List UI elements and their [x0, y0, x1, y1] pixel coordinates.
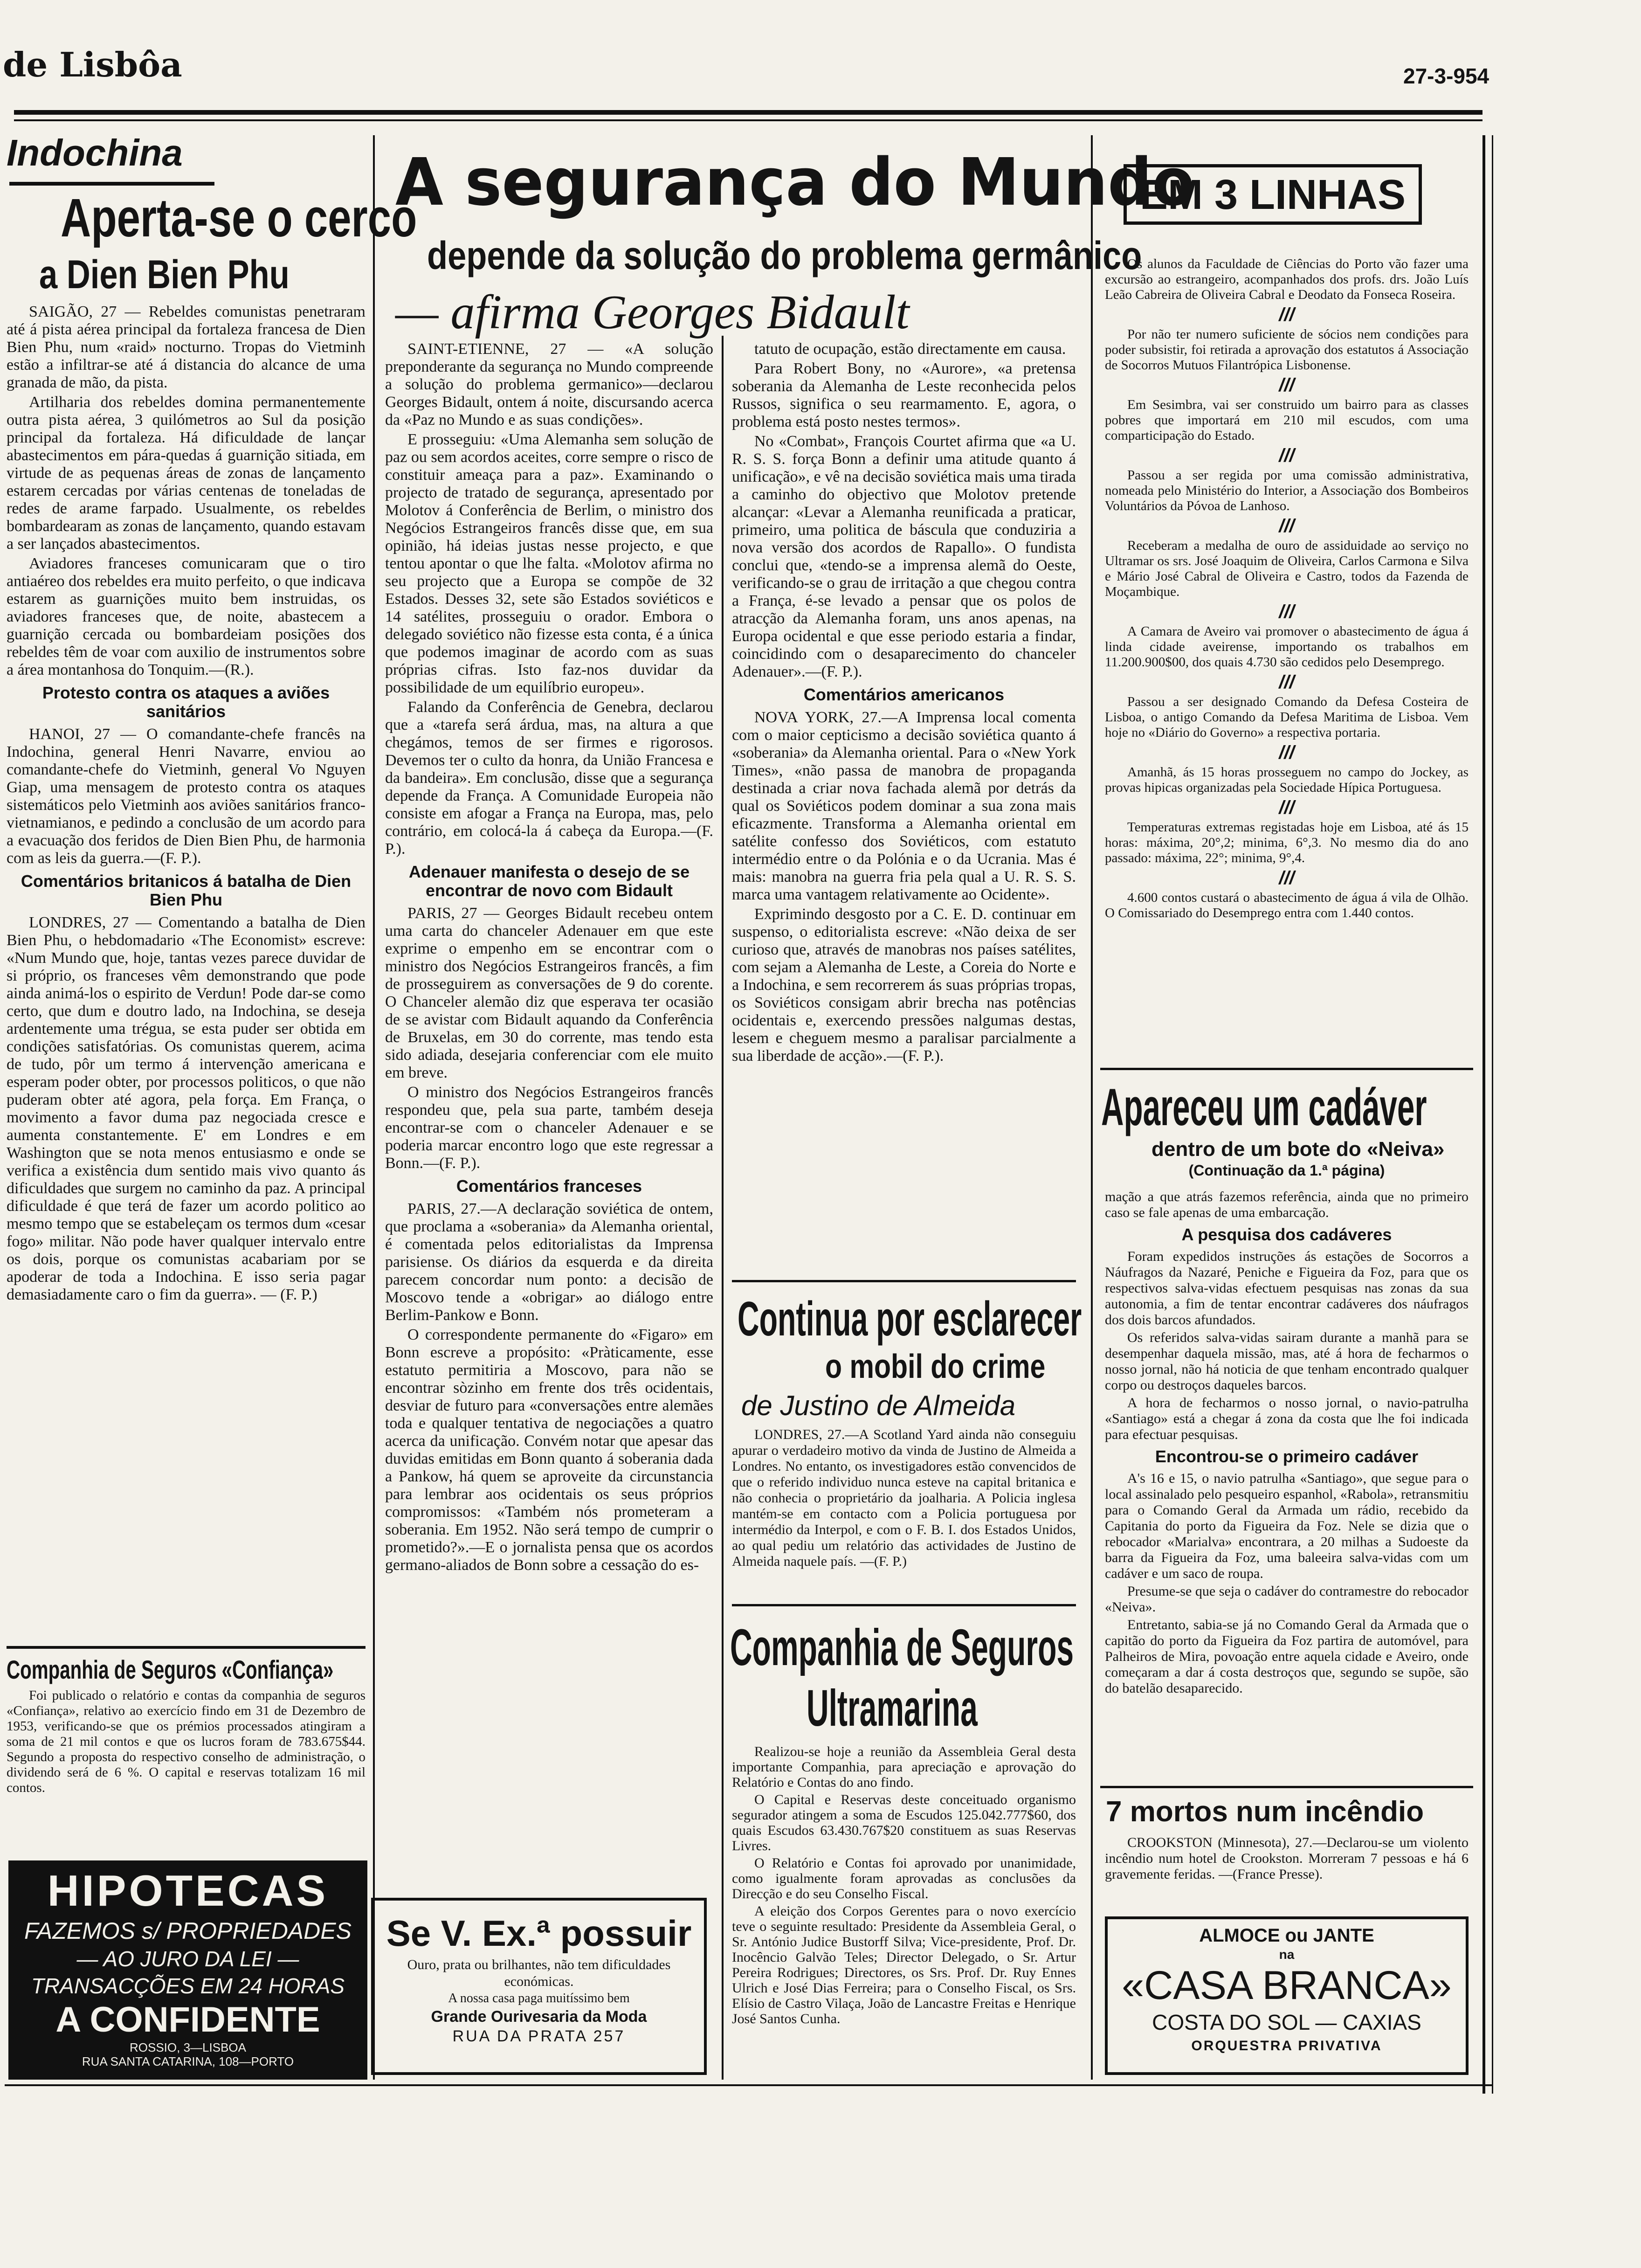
- main-headline-sub: depende da solução do problema germânico: [427, 234, 1142, 277]
- column-rule: [373, 135, 375, 2080]
- ad-ourivesaria-name: Grande Ourivesaria da Moda: [431, 2008, 647, 2026]
- ad-ourivesaria-text: Ouro, prata ou brilhantes, não tem dificuldades económicas.: [407, 1957, 671, 1989]
- article-crime: LONDRES, 27.—A Scotland Yard ainda não conseguiu apurar o verdadeiro motivo da vinda de Justino de Almeida a Londres. No entanto, os investigadores estão convencidos de que o referido individuo nunca esteve na capital britanica e não conhecia o proprietário da joalharia. A Policia inglesa mantém-se em contacto com a Policia portuguesa por intermédio da Interpol, e com o F. B. I. dos Estados Unidos, ao qual pediu um relatório das actividades de Justino de Almeida naquele país. —(F. P.): [732, 1427, 1076, 1569]
- ad-hipotecas-line1: FAZEMOS s/ PROPRIEDADES: [24, 1918, 352, 1944]
- brief-item: Os alunos da Faculdade de Ciências do Porto vão fazer uma excursão ao estrangeiro, acompanhados dos profs. drs. João Luís Leão Cabreira de Oliveira Cabral e Deodato da Fonseca Roseira.: [1105, 256, 1469, 302]
- column-rule: [1492, 135, 1493, 2094]
- paragraph: Aviadores franceses comunicaram que o tiro antiaéreo dos rebeldes era muito perfeito, o que indicava estarem as guarnições muito bem instruidas, os aviadores franceses que, de noite, abastecem a guarnição cercada ou bombardeiam posições dos rebeldes têm de voar com auxilio de instrumentos sobre a área montanhosa do Tonquim.—(R.).: [7, 555, 365, 678]
- crime-headline: Continua por esclarecer: [738, 1292, 1082, 1346]
- ad-casa-branca-l5: ORQUESTRA PRIVATIVA: [1191, 2038, 1382, 2054]
- paragraph: Para Robert Bony, no «Aurore», «a pretensa soberania da Alemanha de Leste reconhecida pelos Russos, significa o seu rearmamento. E, agora, o problema está posto nestes termos».: [732, 360, 1076, 430]
- paragraph: tatuto de ocupação, estão directamente em causa.: [754, 340, 1066, 358]
- ad-casa-branca-l2: na: [1279, 1947, 1295, 1962]
- ad-ourivesaria-text2: A nossa casa paga muitíssimo bem: [448, 1991, 630, 2005]
- paragraph: Falando da Conferência de Genebra, declarou que a «tarefa será árdua, mas, na altura a que chegámos, temos de ser firmes e rigorosos. Devemos ter o culto da honra, da União Francesa e da bandeira». Em conclusão, disse que a segurança depende da França. A Comunidade Europeia não consiste em afogar a França na Europa, mas, pelo contrário, em colocá-la á cabeça da Europa.—(F. P.).: [385, 698, 713, 857]
- ad-hipotecas-title: HIPOTECAS: [47, 1866, 329, 1915]
- paragraph: LONDRES, 27 — Comentando a batalha de Dien Bien Phu, o hebdomadario «The Economist» escreve: «Num Mundo que, hoje, tantas vezes parece duvidar de si próprio, os franceses vêm demonstrando que pode ainda animá-los o espirito de Verdun! Pode dar-se como certo, que dum e doutro lado, na Indochina, se deseja ardentemente uma trégua, se esta puder ser obtida em condições satisfatórias. Os comunistas querem, acima de tudo, pôr um termo á intervenção americana e esperam poder obter, por processos politicos, o que não puderam obter até agora, pela força. Em França, o movimento a favor duma paz negociada cresce e aumenta constantemente. E' em Londres e em Washington que se nota menos entusiasmo e onde se verifica a existência dum sentido mais vivo quanto ás dificuldades que surgem no caminho da paz. A principal dificuldade é que terá de fazer um acordo politico ao mesmo tempo que se estabeleçam os termos dum «cesar fogo» militar. Não pode haver qualquer intervalo entre os dois, porque os comunistas acabariam por se apoderar de toda a Indochina. E isso seria pagar demasiadamente caro o fim da guerra». — (F. P.): [7, 914, 365, 1303]
- ad-casa-branca-l1: ALMOCE ou JANTE: [1199, 1925, 1374, 1946]
- brief-item: A Camara de Aveiro vai promover o abastecimento de água á linda cidade aveirense, importando os trabalhos em 11.200.900$00, dos quais 4.730 são cedidos pelo Desemprego.: [1105, 624, 1469, 670]
- subheading: A pesquisa dos cadáveres: [1181, 1225, 1392, 1244]
- incendio-headline: 7 mortos num incêndio: [1106, 1796, 1424, 1828]
- ultramarina-headline-sub: Ultramarina: [807, 1680, 978, 1737]
- divider: [1100, 1786, 1473, 1788]
- paragraph: A's 16 e 15, o navio patrulha «Santiago», que segue para o local assinalado pelo pesqueiro espanhol, «Rabola», retransmitiu para o Comando Geral da Armada um rádio, recebido da Capitania do porto da Figueira da Foz. Nele se dizia que o rebocador «Marialva» encontrara, a 20 milhas a Sudoeste da barra da Figueira da Foz, uma baleeira salva-vidas com um cadáver e um saco de roupa.: [1105, 1471, 1469, 1581]
- separator-mark: ///: [1279, 797, 1295, 818]
- divider: [7, 1646, 365, 1649]
- ad-casa-branca-l4: COSTA DO SOL — CAXIAS: [1152, 2010, 1421, 2034]
- subheading: Comentários britanicos á batalha de Dien Bien Phu: [21, 871, 352, 909]
- subheading: Comentários americanos: [803, 685, 1005, 704]
- article-body: [732, 340, 1076, 681]
- column-rule: [722, 336, 724, 2080]
- paragraph: Presume-se que seja o cadáver do contramestre do rebocador «Neiva».: [1105, 1583, 1469, 1615]
- masthead-title: de Lisbôa: [3, 45, 182, 84]
- subheading: Encontrou-se o primeiro cadáver: [1155, 1447, 1419, 1466]
- article-bidault-col2: [732, 340, 1076, 1273]
- ad-ourivesaria-addr: RUA DA PRATA 257: [452, 2027, 626, 2045]
- divider: [732, 1280, 1076, 1282]
- paragraph: SAIGÃO, 27 — Rebeldes comunistas penetraram até á pista aérea principal da fortaleza francesa de Dien Bien Phu, num «raid» nocturno. Tropas do Vietminh estão a infiltrar-se até á distancia do alcance de uma granada de mão, da pista.: [7, 303, 365, 391]
- ad-hipotecas-brand: A CONFIDENTE: [55, 2000, 320, 2040]
- main-headline: A segurança do Mundo: [395, 145, 1195, 221]
- article-body: [385, 340, 713, 858]
- divider: [732, 1604, 1076, 1606]
- separator-mark: ///: [1279, 602, 1295, 622]
- ad-hipotecas: [8, 1860, 367, 2080]
- article-ultramarina: [732, 1744, 1076, 2089]
- brief-item: Passou a ser designado Comando da Defesa Costeira de Lisboa, o antigo Comando da Defesa Maritima de Lisboa. Vem hoje no «Diário do Governo» a respectiva portaria.: [1105, 694, 1469, 740]
- top-rule-thin: [14, 119, 1482, 121]
- subheading: Adenauer manifesta o desejo de se encontrar de novo com Bidault: [408, 862, 690, 900]
- article-cadaver: mação a que atrás fazemos referência, ainda que no primeiro caso se fale apenas de uma embarcação. A pesquisa dos cadáveres Foram expedidos instruções ás estações de Socorros a Náufragos da Nazaré, Peniche e Figueira da Foz, para que os respectivos salva-vidas efectuem pesquisas nas zonas da sua autonomia, a fim de tentar encontrar cadáveres dos náufragos dos dois barcos afundados. Os referidos salva-vidas sairam durante a manhã para se desempenhar daquela missão, mas, até á hora de fecharmos o nosso jornal, não há noticia de que tenham encontrado qualquer corpo ou destroços daqueles barcos. A hora de fecharmos o nosso jornal, o navio-patrulha «Santiago» está a chegar á zona da costa que lhe foi indicada para efectuar pesquisas. Encontrou-se o primeiro cadáver A's 16 e 15, o navio patrulha «Santiago», que segue para o local assinalado pelo pesqueiro espanhol, «Rabola», retransmitiu para o Comando Geral da Armada um rádio, recebido da Capitania do porto da Figueira da Foz. Nele se dizia que o rebocador «Marialva» encontrara, a 20 milhas a Sudoeste da barra da Figueira da Foz, uma baleeira salva-vidas com um cadáver e um saco de roupa. Presume-se que seja o cadáver do contramestre do rebocador «Neiva». Entretanto, sabia-se já no Comando Geral da Armada que o capitão do porto da Figueira da Foz partira de automóvel, para Palheiros de Mira, povoação entre aquela cidade e Aveiro, onde começaram a dar á costa destroços que, segundo se supõe, são do batelão desaparecido.: [1105, 1189, 1469, 1696]
- paragraph: O ministro dos Negócios Estrangeiros francês respondeu que, pela sua parte, também deseja encontrar-se com o chanceler Adenauer e se poderia marcar encontro logo que este regressar a Bonn.—(F. P.).: [385, 1084, 713, 1172]
- article-body: [7, 303, 365, 679]
- cadaver-headline-sub: dentro de um bote do «Neiva»: [1151, 1138, 1445, 1161]
- ad-casa-branca: [1105, 1916, 1469, 2075]
- paragraph: PARIS, 27 — Georges Bidault recebeu ontem uma carta do chanceler Adenauer em que este exprime o empenho em se encontrar com o ministro dos Negócios Estrangeiros francês, a fim de prosseguirem as conversações de 9 do corente. O Chanceler alemão diz que esperava ter ocasião de se avistar com Bidault aquando da Conferência de Bruxelas, em 30 do corrente, mas tendo esta sido adiada, desejaria conferenciar com ele muito em breve.: [385, 905, 713, 1081]
- paragraph: Foram expedidos instruções ás estações de Socorros a Náufragos da Nazaré, Peniche e Figueira da Foz, para que os respectivos salva-vidas efectuem pesquisas nas zonas da sua autonomia, a fim de tentar encontrar cadáveres dos náufragos dos dois barcos afundados.: [1105, 1249, 1469, 1328]
- paragraph: O Relatório e Contas foi aprovado por unanimidade, como igualmente foram aprovadas as conclusões da Direcção e do seu Conselho Fiscal.: [732, 1855, 1076, 1902]
- article-incendio: CROOKSTON (Minnesota), 27.—Declarou-se um violento incêndio num hotel de Crookston. Morreram 7 pessoas e há 6 gravemente feridas. —(France Presse).: [1105, 1835, 1469, 1882]
- paragraph: Entretanto, sabia-se já no Comando Geral da Armada que o capitão do porto da Figueira da Foz partira de automóvel, para Palheiros de Mira, povoação entre aquela cidade e Aveiro, onde começaram a dar á costa destroços que, segundo se supõe, são do batelão desaparecido.: [1105, 1617, 1469, 1696]
- separator-mark: ///: [1279, 868, 1295, 888]
- subheading: Comentários franceses: [456, 1176, 642, 1196]
- paragraph: SAINT-ETIENNE, 27 — «A solução preponderante da segurança no Mundo compreende a solução do problema germanico»—declarou Georges Bidault, ontem á noite, discursando acerca da «Paz no Mundo e as suas condições».: [385, 340, 713, 429]
- headline: Aperta-se o cerco: [61, 187, 417, 248]
- crime-headline-byline: de Justino de Almeida: [741, 1390, 1016, 1421]
- separator-mark: ///: [1279, 672, 1295, 692]
- ad-confianca-text: Foi publicado o relatório e contas da companhia de seguros «Confiança», relativo ao exercício findo em 31 de Dezembro de 1953, verificando-se que os prémios processados atingiram a soma de 21 mil contos e que os lucros foram de 783.675$44. Segundo a proposta do respectivo conselho de administração, o dividendo será de 6 %. O capital e reservas totalizam 16 mil contos.: [7, 1688, 365, 1795]
- section-em-3-linhas-title: EM 3 LINHAS: [1124, 164, 1422, 225]
- ultramarina-headline: Companhia de Seguros: [730, 1619, 1074, 1676]
- column-rule: [1091, 135, 1093, 2080]
- cadaver-headline: Apareceu um cadáver: [1101, 1078, 1427, 1136]
- ad-ourivesaria: [371, 1898, 707, 2075]
- ad-confianca-title: Companhia de Seguros «Confiança»: [7, 1655, 334, 1684]
- cadaver-continuation: (Continuação da 1.ª página): [1188, 1162, 1385, 1179]
- bottom-rule: [5, 2084, 1492, 2086]
- ad-hipotecas-line3: TRANSACÇÕES EM 24 HORAS: [31, 1974, 345, 1998]
- column-rule: [1482, 135, 1485, 2094]
- paragraph: PARIS, 27.—A declaração soviética de ontem, que proclama a «soberania» da Alemanha oriental, é comentada pelos editorialistas da Imprensa parisiense. Os diários da esquerda e da direita parecem concordar num ponto: a decisão de Moscovo tende a «obrigar» ao diálogo entre Berlim-Pankow e Bonn.: [385, 1200, 713, 1324]
- paragraph: E prosseguiu: «Uma Alemanha sem solução de paz ou sem acordos aceites, corre sempre o risco de constituir ameaça para a paz». Examinando o projecto de tratado de segurança, apresentado por Molotov á Conferência de Berlim, o ministro dos Negócios Estrangeiros francês disse que, em sua opinião, há ideias justas nesse projecto, e que tentou apontar o que lhe falta. «Molotov afirma no seu projecto que a Europa se compõe de 32 Estados. Desses 32, sete são Estados soviéticos e 14 satélites, prosseguiu o orador. Embora o delegado soviético não fizesse esta conta, é a única que podemos imaginar de acordo com as suas próprias cifras. Isto faz-nos duvidar da possibilidade de um equilíbrio europeu».: [385, 431, 713, 696]
- divider: [1100, 1068, 1473, 1070]
- subheading: Protesto contra os ataques a aviões sanitários: [42, 683, 330, 721]
- top-rule: [14, 110, 1482, 115]
- brief-item: 4.600 contos custará o abastecimento de água á vila de Olhão. O Comissariado do Desemprego entra com 1.440 contos.: [1105, 890, 1469, 920]
- paragraph: Realizou-se hoje a reunião da Assembleia Geral desta importante Companhia, para apreciação e aprovação do Relatório e Contas do ano findo.: [732, 1744, 1076, 1790]
- paragraph: A eleição dos Corpos Gerentes para o novo exercício teve o seguinte resultado: Presidente da Assembleia Geral, o Sr. António Judice Bustorff Silva; Vice-presidente, Prof. Dr. Inocêncio Galvão Teles; Director Delegado, o Sr. Artur Pereira Rodrigues; Directores, os Srs. Prof. Dr. Ruy Ennes Ulrich e José Dias Ferreira; para o Conselho Fiscal, os Srs. Elísio de Castro Vilaça, João de Lancastre Freitas e Henrique José Santos Cunha.: [732, 1903, 1076, 2026]
- separator-mark: ///: [1279, 375, 1295, 395]
- paragraph: O Capital e Reservas deste conceituado organismo segurador atingem a soma de Escudos 125.042.777$60, dos quais Escudos 63.430.767$20 constituem as suas Reservas Livres.: [732, 1792, 1076, 1853]
- article-body: [385, 1200, 713, 1574]
- ad-casa-branca-l3: «CASA BRANCA»: [1122, 1963, 1452, 2008]
- paragraph: No «Combat», François Courtet afirma que «a U. R. S. S. força Bonn a definir uma atitude quanto á unificação», e vê na decisão soviética mais uma tirada a caminho do objectivo que Molotov pretende alcançar: «Levar a Alemanha reunificada a praticar, primeiro, uma politica de báscula que conduziria a nova versão dos acordos de Rapallo». O fundista conclui que, «tendo-se a imprensa alemã do Oeste, verificando-se o grau de irritação a que chegou contra a França, é-se levado a pensar que os polos de atracção da Alemanha foram, uns anos apenas, na Europa ocidental e que esse periodo estaria a findar, coincidindo com o desaparecimento do chanceler Adenauer».—(F. P.).: [732, 433, 1076, 680]
- paragraph: A hora de fecharmos o nosso jornal, o navio-patrulha «Santiago» está a chegar á zona da costa que lhe foi indicada para efectuar pesquisas.: [1105, 1395, 1469, 1442]
- separator-mark: ///: [1279, 742, 1295, 763]
- paragraph: Os referidos salva-vidas sairam durante a manhã para se desempenhar daquela missão, mas, até á hora de fecharmos o nosso jornal, não há noticia de que tenham encontrado qualquer corpo ou destroços daqueles barcos.: [1105, 1330, 1469, 1393]
- main-headline-byline: — afirma Georges Bidault: [395, 285, 910, 339]
- separator-mark: ///: [1279, 304, 1295, 325]
- masthead-date: 27-3-954: [1403, 64, 1489, 88]
- ad-confianca: [7, 1688, 365, 1842]
- paragraph: HANOI, 27 — O comandante-chefe francês na Indochina, general Henri Navarre, enviou ao comandante-chefe do Vietminh, general Vo Nguyen Giap, uma mensagem de protesto contra os ataques sistemáticos pelo Vietminh aos aviões sanitários franco-vietnamianos, e pedindo a conclusão de um acordo para a evacuação dos feridos de Dien Bien Phu, de harmonia com as leis da guerra.—(F. P.).: [7, 726, 365, 867]
- paragraph: Exprimindo desgosto por a C. E. D. continuar em suspenso, o editorialista escreve: «Não deixa de ser curioso que, através de manobras nos países satélites, com sejam a Alemanha de Leste, a Coreia do Norte e a Indochina, e sem recorrerem ás suas próprias tropas, os Soviéticos consigam abrir brecha nas potências ocidentais e, exercendo pressões nalgumas destas, lesem e cheguem mesmo a paralisar parcialmente a sua liberdade de acção».—(F. P.).: [732, 906, 1076, 1065]
- headline-sub: a Dien Bien Phu: [39, 252, 290, 297]
- kicker-underline: [9, 182, 214, 186]
- separator-mark: ///: [1279, 516, 1295, 536]
- brief-item: Em Sesimbra, vai ser construido um bairro para as classes pobres que importará em 210 mil escudos, com uma comparticipação do Estado.: [1105, 397, 1469, 443]
- brief-item: Temperaturas extremas registadas hoje em Lisboa, até ás 15 horas: máxima, 20°,2; minima, 6°,3. No mesmo dia do ano passado: máxima, 22°; minima, 9°,4.: [1105, 820, 1469, 865]
- article-body: [7, 914, 365, 1304]
- crime-headline-sub: o mobil do crime: [825, 1348, 1046, 1385]
- brief-item: Receberam a medalha de ouro de assiduidade ao serviço no Ultramar os srs. José Joaquim de Oliveira, Carlos Carmona e Silva e Mário José Cabral de Oliveira e Castro, todos da Fazenda de Moçambique.: [1105, 538, 1469, 599]
- brief-item: Por não ter numero suficiente de sócios nem condições para poder subsistir, foi retirada a aprovação dos estatutos á Associação de Socorros Mutuos Filantrópica Lisbonense.: [1105, 327, 1469, 373]
- ad-ourivesaria-head: Se V. Ex.ª possuir: [386, 1913, 692, 1954]
- separator-mark: ///: [1279, 445, 1295, 466]
- ad-hipotecas-line2: — AO JURO DA LEI —: [76, 1947, 299, 1971]
- brief-item: Amanhã, ás 15 horas prosseguem no campo do Jockey, as provas hipicas organizadas pela Sociedade Hípica Portuguesa.: [1105, 765, 1469, 795]
- article-body: [7, 726, 365, 867]
- paragraph: Artilharia dos rebeldes domina permanentemente outra pista aérea, 3 quilómetros ao Sul da posição principal da fortaleza. Há dificuldade de lançar abastecimentos em pára-quedas á guarnição sitiada, em virtude de as pequenas áreas de zonas de lançamento estarem cercadas por várias centenas de toneladas de redes de arame farpado. Usualmente, os rebeldes bombardearam as zonas de lançamento, quando estavam a ser lançados abastecimentos.: [7, 394, 365, 553]
- section-kicker: Indochina: [7, 132, 183, 173]
- article-body: [732, 709, 1076, 1065]
- article-body: [385, 905, 713, 1172]
- ad-hipotecas-addr1: ROSSIO, 3—LISBOA: [130, 2040, 246, 2054]
- article-indochina: [7, 303, 365, 1646]
- section-em-3-linhas: [1105, 256, 1469, 1096]
- ad-hipotecas-addr2: RUA SANTA CATARINA, 108—PORTO: [82, 2054, 294, 2068]
- paragraph: NOVA YORK, 27.—A Imprensa local comenta com o maior cepticismo a decisão soviética quanto á «soberania» da Alemanha oriental. Para o «New York Times», «não passa de manobra de propaganda destinada a criar nova fachada alemã por detrás da qual os Soviéticos podem dominar a sua zona mais eficazmente. Transforma a Alemanha oriental em satélite confesso dos Soviéticos, com estatuto intermédio entre o da Polónia e o da Ucrania. Mas é mais: manobra na guerra fria pela qual a U. R. S. S. marca uma vantagem relativamente ao Ocidente».: [732, 709, 1076, 903]
- paragraph: O correspondente permanente do «Figaro» em Bonn escreve a propósito: «Pràticamente, esse estatuto permitiria a Moscovo, para não se encontrar sòzinho em frente dos três ocidentais, desviar de futuro para «conversações entre alemães toda e qualquer tentativa de negociações a quatro acerca da unificação. Convém notar que apesar das duvidas emitidas em Bonn quanto á soberania dada a Pankow, há quem se aproveite da circunstancia para lembrar aos ocidentais os seus próprios compromissos: «Também nós prometeram a soberania. Em 1952. Não será tempo de cumprir o prometido?».—E o jornalista pensa que os acordos germano-aliados de Bonn sobre a cessação do es-: [385, 1326, 713, 1574]
- article-bidault-col1: [385, 340, 713, 1809]
- brief-item: Passou a ser regida por uma comissão administrativa, nomeada pelo Ministério do Interior, a Associação dos Bombeiros Voluntários da Póvoa de Lanhoso.: [1105, 468, 1469, 513]
